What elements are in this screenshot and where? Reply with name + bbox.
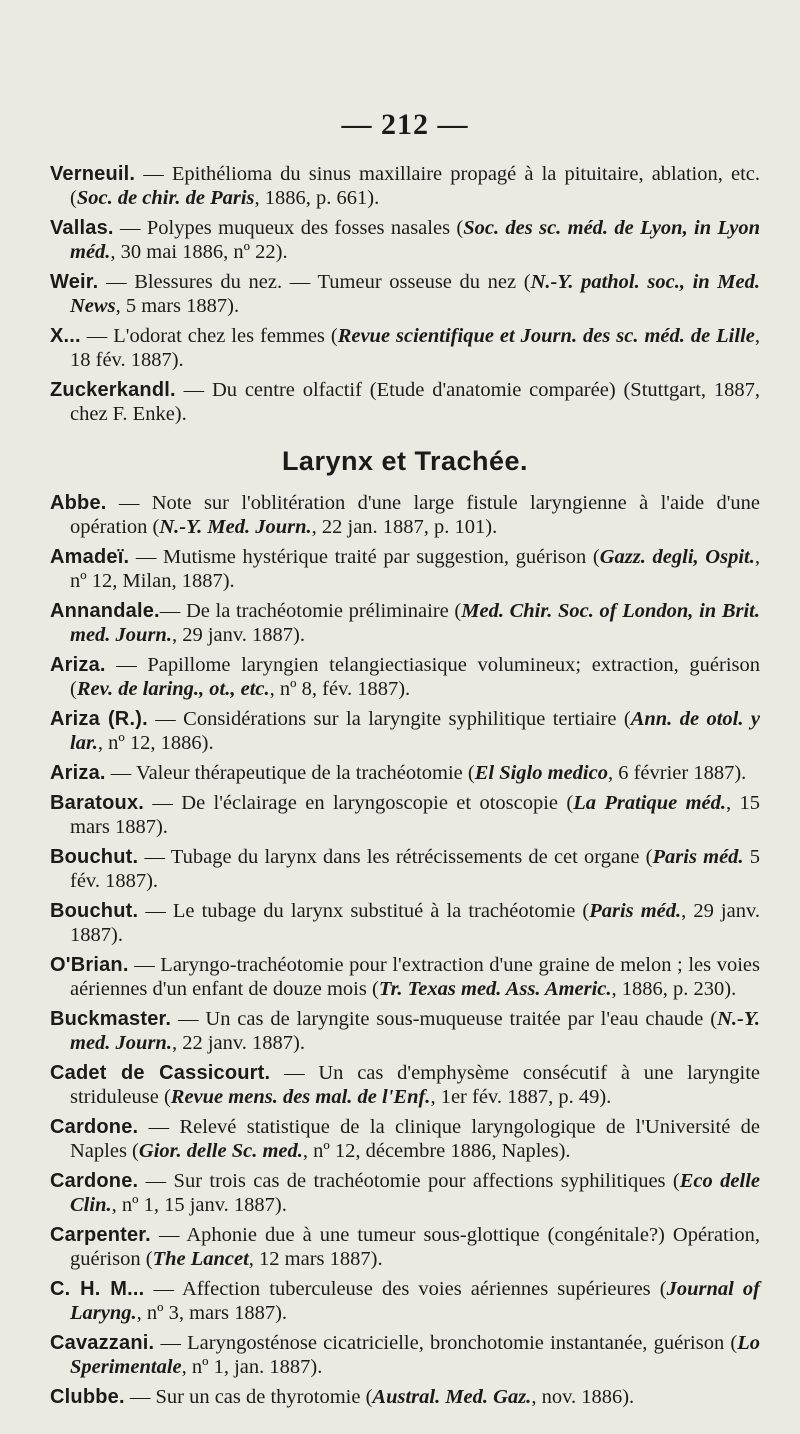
entry-title: — Le tubage du larynx substitué à la trachéotomie ( [138,900,590,922]
entry-details: , nº 3, mars 1887). [136,1302,288,1324]
entry-author: Carpenter. [50,1224,151,1246]
entry-source: Tr. Texas med. Ass. Americ. [378,978,612,1000]
section-title: Larynx et Trachée. [281,446,529,476]
entry-author: Buckmaster. [50,1008,172,1030]
entry-author: Verneuil. [50,163,136,185]
bibliography-entry [50,491,760,539]
entry-details: , 6 février 1887). [607,762,747,784]
entry-details: , nº 1, 15 janv. 1887). [111,1194,287,1216]
entry-author: Ariza. [50,762,106,784]
entry-source: N.-Y. pathol. soc., in Med. News [70,271,760,317]
page-number: — 212 — [341,108,469,141]
bibliography-entry [50,953,760,1001]
entry-details: , nº 12, Milan, 1887). [70,546,760,592]
entry-author: Annandale. [50,600,160,622]
entry-title: — Sur trois cas de trachéotomie pour affections syphilitiques ( [138,1170,680,1192]
entry-details: , 12 mars 1887). [248,1248,383,1270]
entry-title: — Blessures du nez. — Tumeur osseuse du nez ( [98,271,531,293]
entry-author: Ariza (R.). [50,708,148,730]
entry-details: , 30 mai 1886, nº 22). [110,241,288,263]
entry-author: X... [50,325,81,347]
entry-details: , 29 janv. 1887). [70,900,760,946]
entry-title: — Laryngosténose cicatricielle, bronchotomie instantanée, guérison ( [154,1332,738,1354]
bibliography-entry [50,162,760,210]
bibliography-entry [50,378,760,426]
entry-title: — Aphonie due à une tumeur sous-glottique (congénitale?) Opération, guérison ( [70,1224,760,1270]
entry-source: Paris méd. [652,846,744,868]
entry-title: — Polypes muqueux des fosses nasales ( [113,217,464,239]
entry-source: Med. Chir. Soc. of London, in Brit. med. Journ. [70,600,760,646]
bibliography-entry [50,1169,760,1217]
bibliography-entry [50,1331,760,1379]
bibliography-entry [50,1007,760,1055]
entry-author: Weir. [50,271,99,293]
entry-details: , 15 mars 1887). [70,792,760,838]
entry-source: The Lancet [152,1248,249,1270]
entry-source: Lo Sperimentale [70,1332,760,1378]
entry-source: Soc. de chir. de Paris [76,187,255,209]
entry-details: 5 fév. 1887). [70,846,761,892]
entry-author: Clubbe. [50,1386,125,1408]
entry-source: Soc. des sc. méd. de Lyon, in Lyon méd. [70,217,760,263]
entry-title: — Mutisme hystérique traité par suggestion, guérison ( [129,546,600,568]
entry-title: — Relevé statistique de la clinique laryngologique de l'Université de Naples ( [70,1116,760,1162]
entry-source: La Pratique méd. [573,792,727,814]
entry-title: — De l'éclairage en laryngoscopie et otoscopie ( [144,792,574,814]
entry-title: — Papillome laryngien telangiectiasique volumineux; extraction, guérison ( [70,654,760,700]
entry-details: , 1er fév. 1887, p. 49). [430,1086,612,1108]
entry-title: — Du centre olfactif (Etude d'anatomie comparée) (Stuttgart, 1887, chez F. Enke). [70,379,760,425]
entry-author: Cardone. [50,1170,139,1192]
entry-details: , nov. 1886). [531,1386,635,1408]
entry-source: Paris méd. [589,900,682,922]
bibliography-entry [50,545,760,593]
bibliography-list-larynx [50,491,760,1409]
entry-title: — Tubage du larynx dans les rétrécissements de cet organe ( [138,846,653,868]
entry-author: Cadet de Cassicourt. [50,1062,271,1084]
entry-title: — Un cas d'emphysème consécutif à une laryngite striduleuse ( [70,1062,760,1108]
entry-source: N.-Y. Med. Journ. [159,516,312,538]
entry-author: Amadeï. [50,546,130,568]
entry-source: Journal of Laryng. [70,1278,761,1324]
entry-author: Zuckerkandl. [50,379,176,401]
entry-author: Ariza. [50,654,106,676]
entry-source: Revue scientifique et Journ. des sc. méd. de Lille [337,325,755,347]
entry-author: Bouchut. [50,846,139,868]
entry-title: — De la trachéotomie préliminaire ( [159,600,462,622]
entry-author: C. H. M... [50,1278,145,1300]
entry-details: , 1886, p. 661). [254,187,380,209]
entry-source: Rev. de laring., ot., etc. [76,678,270,700]
entry-title: — Epithélioma du sinus maxillaire propagé à la pituitaire, ablation, etc. ( [70,163,760,209]
bibliography-list-nose [50,162,760,426]
entry-details: , 29 janv. 1887). [171,624,305,646]
entry-source: Austral. Med. Gaz. [372,1386,532,1408]
entry-title: — Valeur thérapeutique de la trachéotomie ( [105,762,475,784]
entry-title: — Considérations sur la laryngite syphilitique tertiaire ( [147,708,631,730]
bibliography-entry [50,270,760,318]
bibliography-entry [50,653,760,701]
entry-author: Vallas. [50,217,114,239]
bibliography-entry [50,1061,760,1109]
entry-title: — Note sur l'oblitération d'une large fistule laryngienne à l'aide d'une opération ( [70,492,760,538]
entry-source: N.-Y. med. Journ. [70,1008,760,1054]
entry-author: Bouchut. [50,900,139,922]
bibliography-entry [50,1277,760,1325]
bibliography-entry [50,761,760,785]
entry-source: Ann. de otol. y lar. [70,708,760,754]
entry-title: — Un cas de laryngite sous-muqueuse traitée par l'eau chaude ( [171,1008,718,1030]
bibliography-entry [50,1223,760,1271]
entry-details: , 18 fév. 1887). [70,325,760,371]
entry-details: , nº 12, 1886). [97,732,214,754]
entry-title: — Affection tuberculeuse des voies aériennes supérieures ( [144,1278,667,1300]
entry-title: — L'odorat chez les femmes ( [80,325,338,347]
entry-source: El Siglo medico [474,762,608,784]
entry-details: , nº 8, fév. 1887). [269,678,411,700]
entry-details: , 1886, p. 230). [611,978,737,1000]
entry-author: Abbe. [50,492,107,514]
entry-details: , 22 jan. 1887, p. 101). [311,516,498,538]
entry-source: Gazz. degli, Ospit. [599,546,755,568]
entry-details: , 5 mars 1887). [115,295,240,317]
entry-details: , 22 janv. 1887). [171,1032,305,1054]
entry-details: , nº 12, décembre 1886, Naples). [302,1140,571,1162]
entry-title: — Sur un cas de thyrotomie ( [124,1386,373,1408]
bibliography-entry [50,216,760,264]
entry-details: , nº 1, jan. 1887). [181,1356,323,1378]
bibliography-entry [50,1385,760,1409]
entry-author: Baratoux. [50,792,145,814]
bibliography-entry [50,845,760,893]
bibliography-entry [50,599,760,647]
bibliography-entry [50,791,760,839]
entry-source: Gior. delle Sc. med. [138,1140,303,1162]
entry-title: — Laryngo-trachéotomie pour l'extraction d'une graine de melon ; les voies aériennes d'un enfant de douze mois ( [70,954,760,1000]
entry-author: Cardone. [50,1116,139,1138]
entry-author: Cavazzani. [50,1332,155,1354]
entry-source: Revue mens. des mal. de l'Enf. [170,1086,431,1108]
bibliography-entry [50,1115,760,1163]
entry-author: O'Brian. [50,954,129,976]
bibliography-entry [50,899,760,947]
bibliography-entry [50,324,760,372]
entry-source: Eco delle Clin. [70,1170,760,1216]
bibliography-entry [50,707,760,755]
